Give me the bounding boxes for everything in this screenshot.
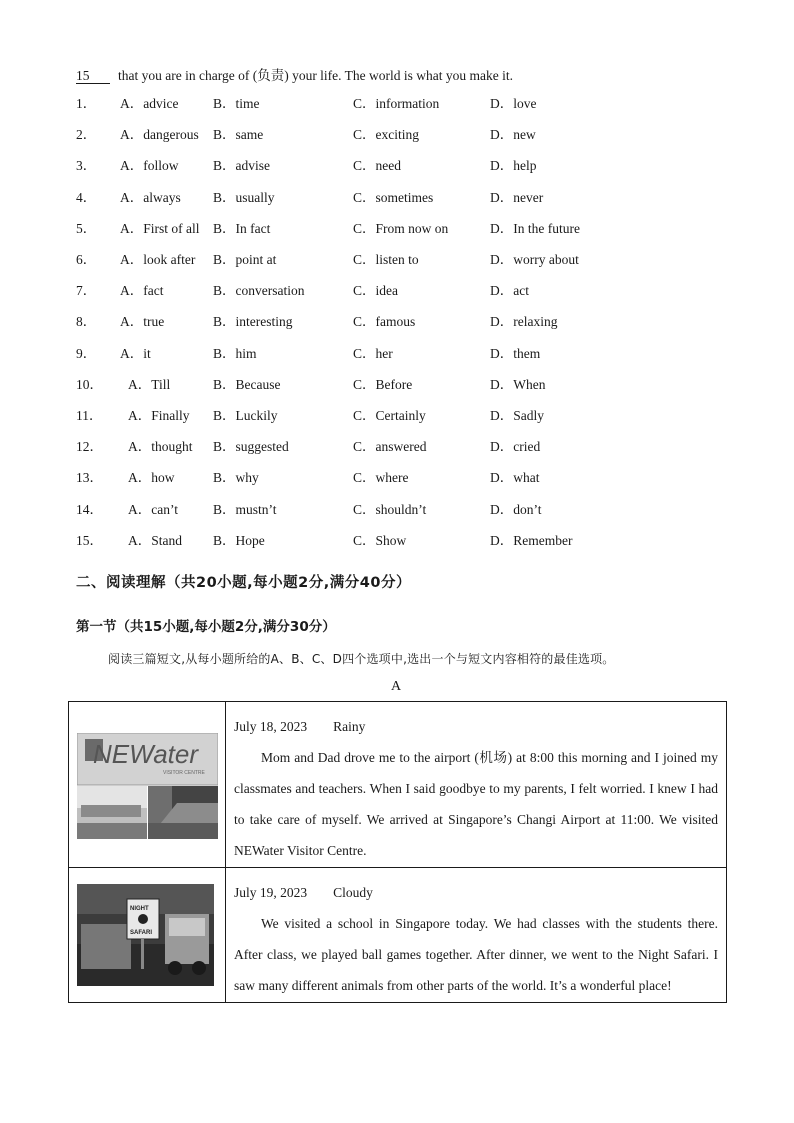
option-c: C．where (353, 470, 409, 486)
option-d: D．When (490, 376, 546, 392)
option-c: C．idea (353, 283, 398, 299)
option-d: D．act (490, 283, 529, 299)
passage-label: A (391, 679, 402, 694)
question-number: 11． (76, 408, 103, 423)
section-title: 二、阅读理解（共20小题,每小题2分,满分40分） (76, 575, 411, 591)
photo-sign-top: NIGHT (130, 906, 149, 912)
entry-date: July 18, 2023 (234, 719, 308, 734)
diary-row (69, 702, 727, 868)
option-b: B．In fact (213, 220, 271, 236)
option-c: C．information (353, 96, 440, 111)
entry-cell (226, 702, 727, 868)
option-d: D．never (490, 189, 544, 205)
question-number: 8． (76, 314, 97, 330)
question-number: 13． (76, 470, 103, 486)
question-number: 12． (76, 439, 103, 455)
option-b: B．usually (213, 189, 275, 205)
option-a: A．it (120, 345, 151, 361)
option-a: A．advice (120, 96, 179, 111)
option-d: D．new (490, 127, 536, 143)
question-number: 7． (76, 283, 97, 299)
option-b: B．why (213, 470, 259, 486)
question-number: 1． (76, 96, 97, 111)
photo-cell (69, 868, 226, 1003)
photo-sign-text: NEWater (93, 739, 198, 769)
option-c: C．her (353, 345, 393, 361)
option-b: B．time (213, 96, 260, 111)
option-d: D．Sadly (490, 408, 544, 423)
option-a: A．dangerous (120, 127, 199, 143)
option-c: C．sometimes (353, 189, 434, 205)
option-c: C．Show (353, 532, 407, 548)
option-b: B．Luckily (213, 408, 278, 423)
option-b: B．same (213, 127, 264, 143)
photo-sign-bottom: SAFARI (130, 930, 153, 936)
option-a: A．thought (128, 439, 193, 455)
option-d: D．them (490, 345, 541, 361)
question-number: 3． (76, 158, 97, 174)
question-number: 9． (76, 345, 97, 361)
entry-weather: Cloudy (333, 885, 373, 900)
option-c: C．Before (353, 376, 413, 392)
option-b: B．point at (213, 252, 277, 267)
question-number: 4． (76, 189, 97, 205)
option-c: C．listen to (353, 252, 419, 267)
option-b: B．Hope (213, 532, 265, 548)
option-c: C．shouldn’t (353, 501, 427, 517)
option-b: B．suggested (213, 439, 289, 455)
option-d: D．what (490, 470, 540, 486)
question-number: 14． (76, 501, 103, 517)
option-c: C．famous (353, 314, 416, 330)
blank-number: 15 (76, 68, 110, 84)
option-d: D．cried (490, 439, 541, 455)
option-b: B．advise (213, 158, 270, 174)
entry-cell (226, 868, 727, 1003)
cloze-line-text: that you are in charge of (负责) your life. The world is what you make it. (118, 68, 514, 83)
option-a: A．First of all (120, 220, 200, 236)
newater-photo (77, 733, 218, 839)
option-d: D．In the future (490, 220, 580, 236)
entry-text: Mom and Dad drove me to the airport (机场) at 8:00 this morning and I joined my classmates and teachers. When I said goodbye to my parents, I felt worried. I knew I had to take care of myself. We arrived at Singapore’s Changi Airport at 11:00. We visited NEWater Visitor Centre. (234, 750, 718, 858)
option-d: D．worry about (490, 252, 579, 267)
option-a: A．fact (120, 283, 164, 299)
diary-row (69, 868, 727, 1003)
option-a: A．look after (120, 252, 196, 267)
instructions: 阅读三篇短文,从每小题所给的A、B、C、D四个选项中,选出一个与短文内容相符的最佳选项。 (108, 652, 615, 666)
option-a: A．can’t (128, 501, 178, 517)
option-a: A．true (120, 314, 165, 330)
option-a: A．Till (128, 376, 171, 392)
entry-date: July 19, 2023 (234, 885, 308, 900)
entry-text: We visited a school in Singapore today. We had classes with the students there. After class, we played ball games together. After dinner, we went to the Night Safari. I saw many different animals from other parts of the world. It’s a wonderful place! (234, 916, 718, 993)
option-a: A．always (120, 189, 181, 205)
option-d: D．Remember (490, 532, 573, 548)
option-a: A．Stand (128, 532, 182, 548)
option-d: D．help (490, 158, 537, 174)
photo-sign-subtext: VISITOR CENTRE (163, 770, 205, 776)
subsection-title: 第一节（共15小题,每小题2分,满分30分） (76, 619, 336, 635)
option-c: C．exciting (353, 127, 419, 143)
option-c: C．Certainly (353, 408, 426, 423)
option-a: A．how (128, 470, 175, 486)
question-number: 10． (76, 376, 103, 392)
option-c: C．answered (353, 439, 427, 455)
question-number: 15． (76, 532, 103, 548)
question-number: 5． (76, 220, 97, 236)
option-d: D．relaxing (490, 314, 558, 330)
option-b: B．Because (213, 376, 281, 392)
option-b: B．interesting (213, 314, 293, 330)
option-b: B．conversation (213, 283, 305, 299)
option-b: B．him (213, 345, 257, 361)
diary-table (68, 701, 727, 1003)
night-safari-photo (77, 884, 214, 986)
option-b: B．mustn’t (213, 501, 277, 517)
cloze-last-line (76, 64, 513, 84)
option-a: A．follow (120, 158, 179, 174)
option-d: D．love (490, 96, 537, 111)
question-number: 2． (76, 127, 97, 143)
question-number: 6． (76, 252, 97, 267)
option-d: D．don’t (490, 501, 542, 517)
entry-weather: Rainy (333, 719, 366, 734)
photo-cell (69, 702, 226, 868)
option-c: C．need (353, 158, 401, 174)
option-c: C．From now on (353, 220, 449, 236)
option-a: A．Finally (128, 408, 190, 423)
